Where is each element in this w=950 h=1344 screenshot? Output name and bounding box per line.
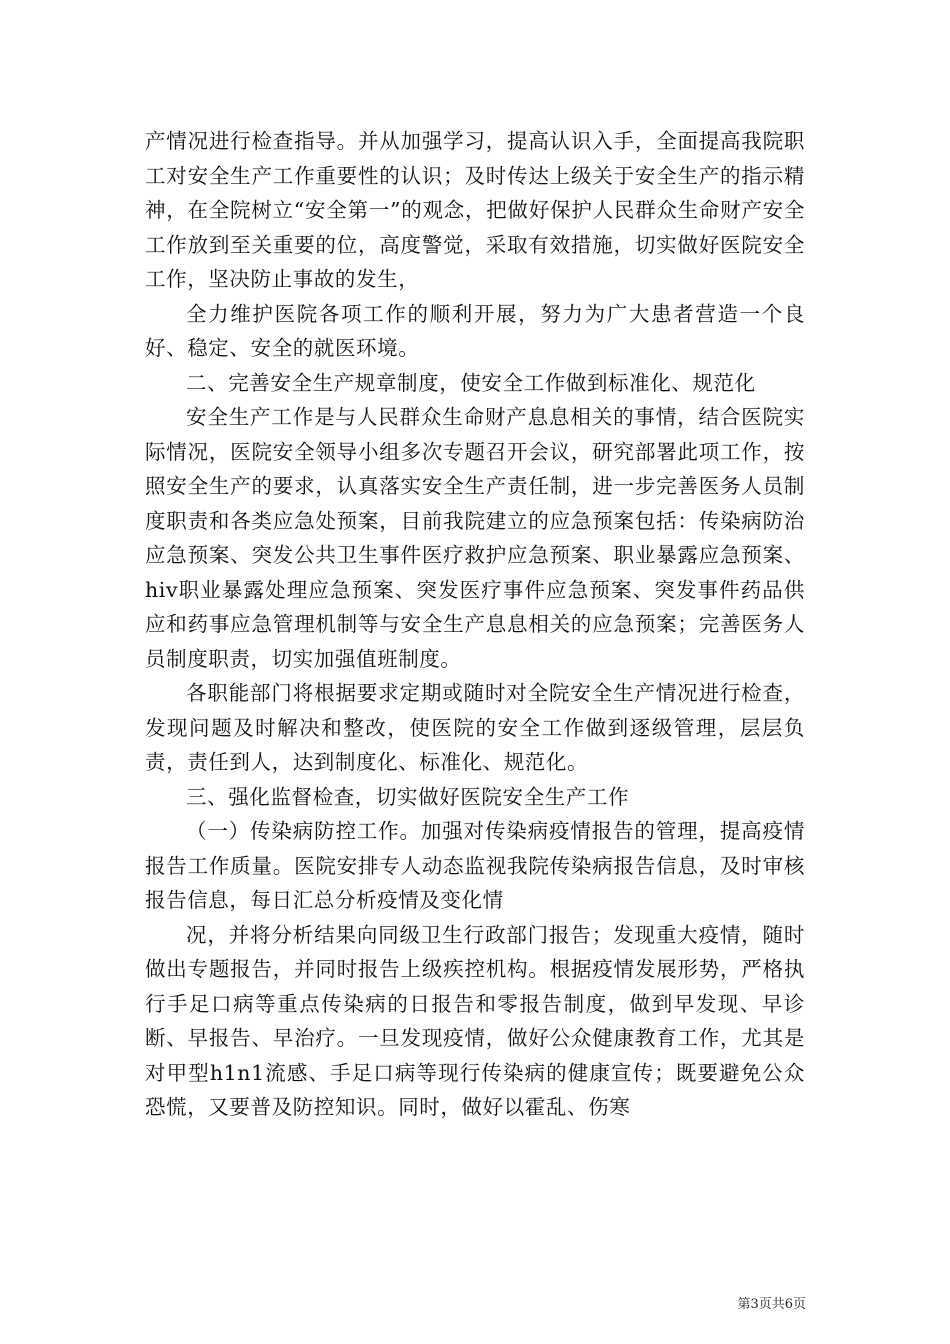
paragraph-3: 安全生产工作是与人民群众生命财产息息相关的事情，结合医院实际情况，医院安全领导小组多次专题召开会议，研究部署此项工作，按照安全生产的要求，认真落实安全生产责任制，进一步完善医务人员制度职责和各类应急处预案，目前我院建立的应急预案包括：传染病防治应急预案、突发公共卫生事件医疗救护应急预案、职业暴露应急预案、hiv职业暴露处理应急预案、突发医疗事件应急预案、突发事件药品供应和药事应急管理机制等与安全生产息息相关的应急预案；完善医务人员制度职责，切实加强值班制度。 [145, 405, 805, 671]
page-number-footer: 第3页共6页 [737, 1297, 806, 1312]
paragraph-1: 产情况进行检查指导。并从加强学习，提高认识入手，全面提高我院职工对安全生产工作重要性的认识；及时传达上级关于安全生产的指示精神，在全院树立“安全第一”的观念，把做好保护人民群众生命财产安全工作放到至关重要的位，高度警觉，采取有效措施，切实做好医院安全工作，坚决防止事故的发生， [145, 129, 805, 291]
paragraph-4: 各职能部门将根据要求定期或随时对全院安全生产情况进行检查，发现问题及时解决和整改，使医院的安全工作做到逐级管理，层层负责，责任到人，达到制度化、标准化、规范化。 [145, 681, 805, 774]
paragraph-2: 全力维护医院各项工作的顺利开展，努力为广大患者营造一个良好、稳定、安全的就医环境。 [145, 301, 805, 360]
section-heading-2: 二、完善安全生产规章制度，使安全工作做到标准化、规范化 [186, 370, 756, 395]
section-heading-3: 三、强化监督检查，切实做好医院安全生产工作 [186, 784, 630, 809]
document-body [145, 124, 805, 1125]
paragraph-6: 况，并将分析结果向同级卫生行政部门报告；发现重大疫情，随时做出专题报告，并同时报告上级疾控机构。根据疫情发展形势，严格执行手足口病等重点传染病的日报告和零报告制度，做到早发现、早诊断、早报告、早治疗。一旦发现疫情，做好公众健康教育工作，尤其是对甲型h1n1流感、手足口病等现行传染病的健康宣传；既要避免公众恐慌，又要普及防控知识。同时，做好以霍乱、伤寒 [145, 922, 805, 1119]
paragraph-5: （一）传染病防控工作。加强对传染病疫情报告的管理，提高疫情报告工作质量。医院安排专人动态监视我院传染病报告信息，及时审核报告信息，每日汇总分析疫情及变化情 [145, 819, 805, 912]
